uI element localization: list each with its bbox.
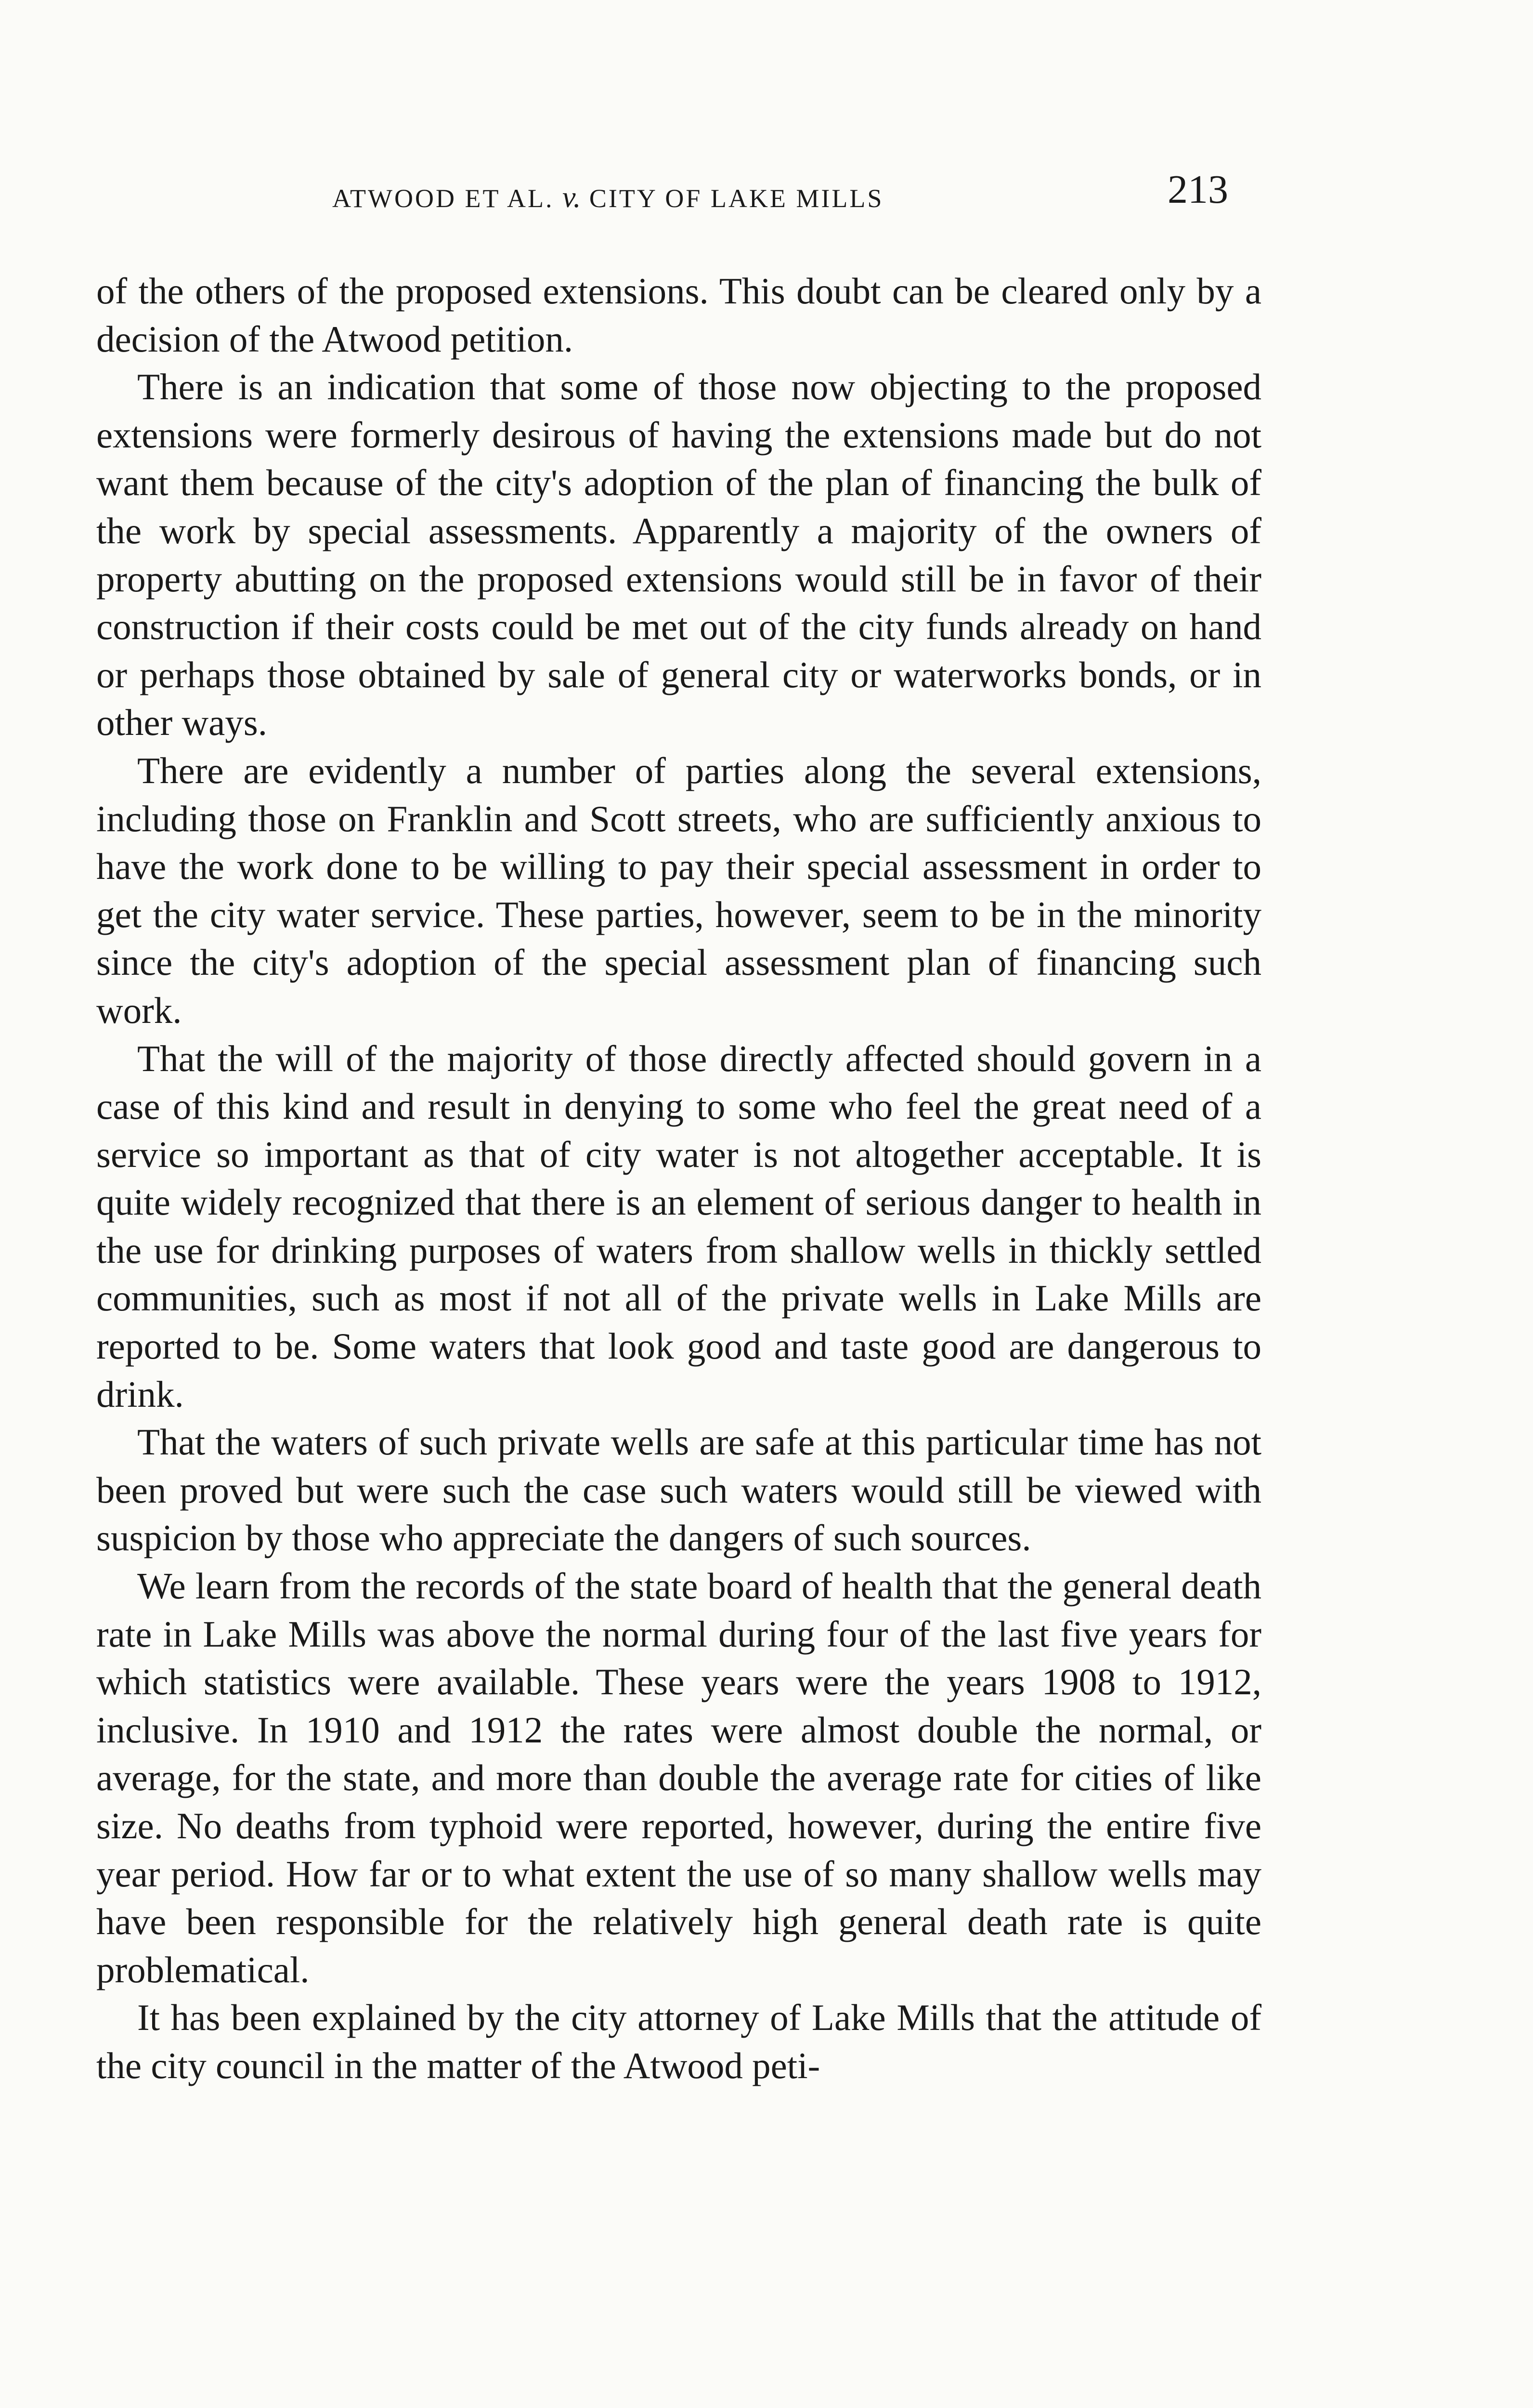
paragraph: There is an indication that some of those now objecting to the proposed extensions were formerly desirous of having the extensions made but do not want them because of the city's adoption of the plan of financing the bulk of the work by special assessments. Apparently a majority of the owners of property abutting on the proposed extensions would still be in favor of their construction if their costs could be met out of the city funds already on hand or perhaps those obtained by sale of general city or waterworks bonds, or in other ways.: [96, 366, 1261, 744]
case-title-versus: v.: [562, 181, 581, 214]
running-head: [96, 166, 1271, 219]
paragraph: of the others of the proposed extensions. This doubt can be cleared only by a decision of the Atwood petition.: [96, 270, 1261, 360]
paragraph: That the waters of such private wells are safe at this particular time has not been proved but were such the case such waters would still be viewed with suspicion by those who appreciate the dangers of such sources.: [96, 1421, 1261, 1559]
paragraph: That the will of the majority of those directly affected should govern in a case of this kind and result in denying to some who feel the great need of a service so important as that of city water is not altogether acceptable. It is quite widely recognized that there is an element of serious danger to health in the use for drinking purposes of waters from shallow wells in thickly settled communities, such as most if not all of the private wells in Lake Mills are reported to be. Some waters that look good and taste good are dangerous to drink.: [96, 1037, 1261, 1415]
paragraph: There are evidently a number of parties along the several extensions, including those on Franklin and Scott streets, who are sufficiently anxious to have the work done to be willing to pay their special assessment in order to get the city water service. These parties, however, seem to be in the minority since the city's adoption of the special assessment plan of financing such work.: [96, 749, 1261, 1031]
body-text: [96, 267, 1261, 2090]
paragraph: It has been explained by the city attorney of Lake Mills that the attitude of the city council in the matter of the Atwood peti-: [96, 1997, 1261, 2086]
paragraph: We learn from the records of the state board of health that the general death rate in Lake Mills was above the normal during four of the last five years for which statistics were available. These years were the years 1908 to 1912, inclusive. In 1910 and 1912 the rates were almost double the normal, or average, for the state, and more than double the average rate for cities of like size. No deaths from typhoid were reported, however, during the entire five year period. How far or to what extent the use of so many shallow wells may have been responsible for the relatively high general death rate is quite problematical.: [96, 1565, 1261, 1990]
case-title-plaintiff: ATWOOD ET AL.: [332, 184, 554, 213]
case-title: [332, 181, 883, 215]
case-title-defendant: CITY OF LAKE MILLS: [589, 184, 884, 213]
page-number: 213: [1168, 167, 1228, 212]
